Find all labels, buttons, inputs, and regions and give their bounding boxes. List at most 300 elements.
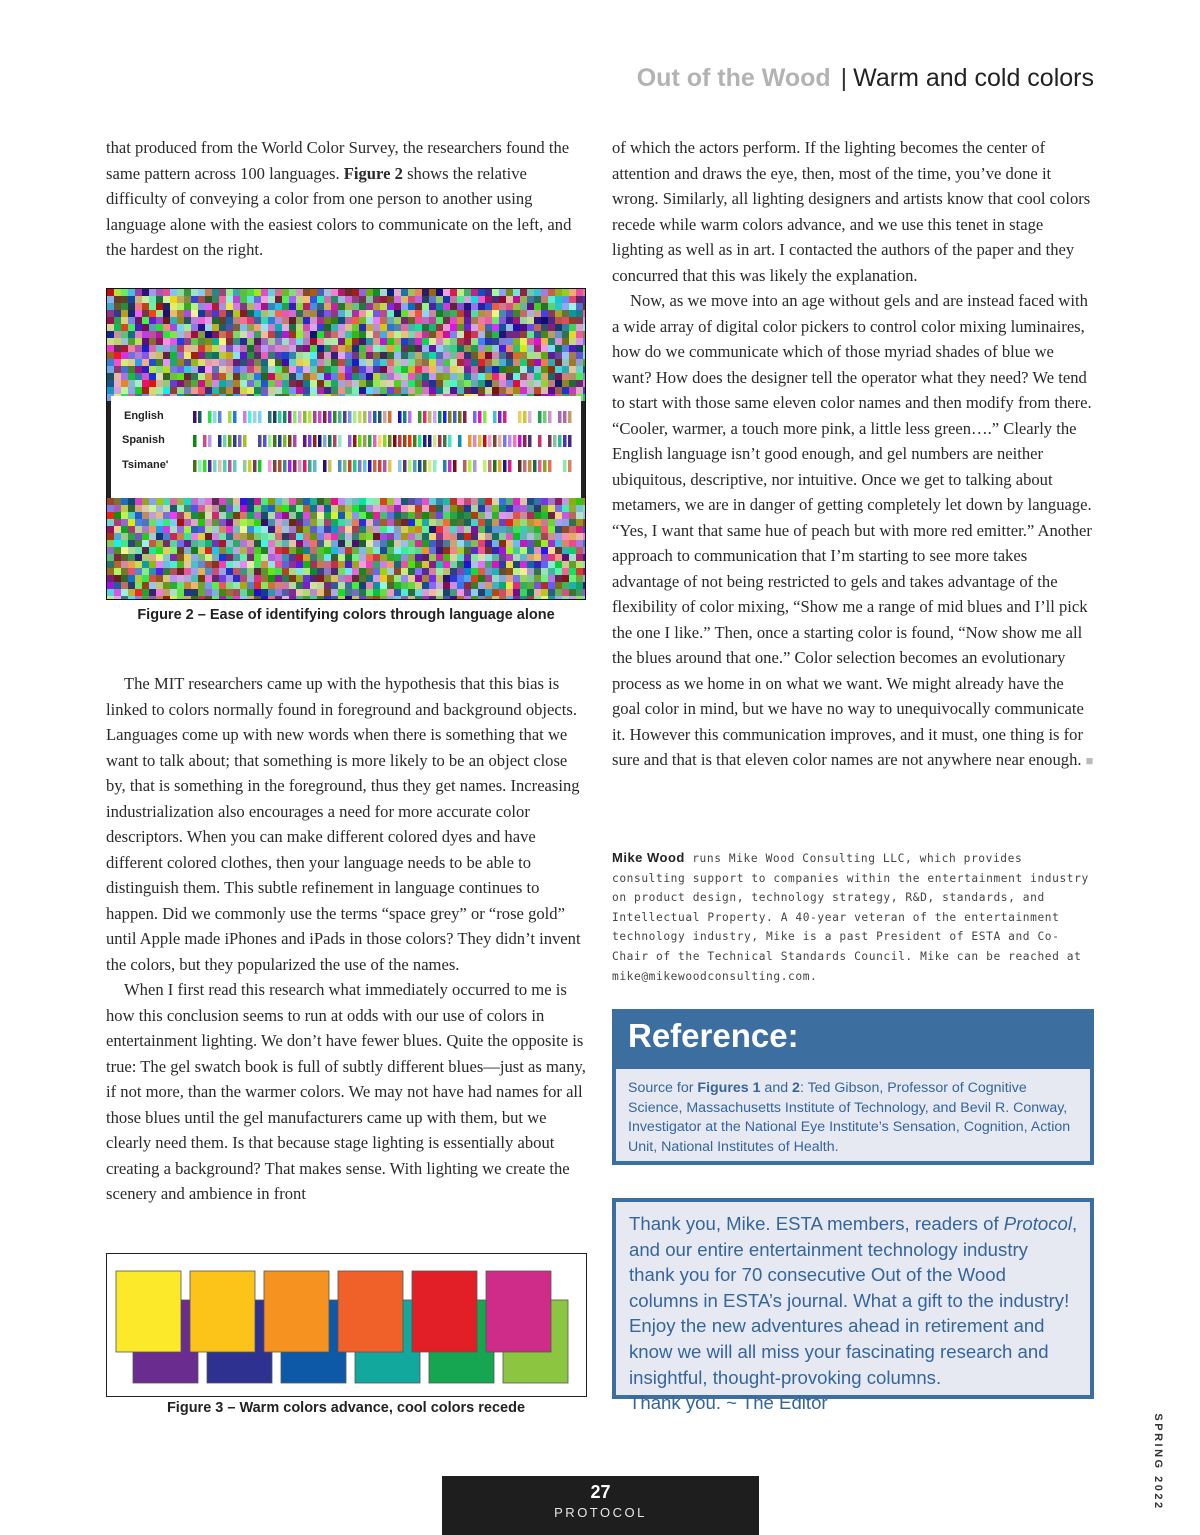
noise-pixel: [562, 387, 569, 394]
noise-pixel: [331, 366, 338, 373]
noise-pixel: [324, 296, 331, 303]
noise-pixel: [534, 310, 541, 317]
noise-pixel: [464, 519, 471, 526]
noise-pixel: [177, 296, 184, 303]
noise-pixel: [310, 505, 317, 512]
noise-pixel: [212, 289, 219, 296]
noise-pixel: [527, 561, 534, 568]
noise-pixel: [317, 505, 324, 512]
noise-pixel: [415, 498, 422, 505]
noise-pixel: [114, 317, 121, 324]
noise-pixel: [296, 568, 303, 575]
noise-pixel: [268, 380, 275, 387]
noise-pixel: [373, 338, 380, 345]
noise-pixel: [394, 498, 401, 505]
noise-pixel: [359, 568, 366, 575]
noise-pixel: [163, 331, 170, 338]
noise-pixel: [163, 366, 170, 373]
noise-pixel: [135, 512, 142, 519]
noise-pixel: [443, 338, 450, 345]
noise-pixel: [338, 519, 345, 526]
noise-pixel: [184, 554, 191, 561]
noise-pixel: [520, 554, 527, 561]
noise-pixel: [345, 554, 352, 561]
noise-pixel: [149, 575, 156, 582]
noise-pixel: [107, 540, 114, 547]
noise-pixel: [562, 359, 569, 366]
noise-pixel: [527, 498, 534, 505]
noise-pixel: [429, 352, 436, 359]
noise-pixel: [485, 324, 492, 331]
noise-pixel: [450, 540, 457, 547]
noise-pixel: [380, 582, 387, 589]
noise-pixel: [492, 519, 499, 526]
noise-pixel: [429, 296, 436, 303]
noise-pixel: [457, 547, 464, 554]
noise-pixel: [289, 547, 296, 554]
color-bar: [408, 411, 412, 423]
color-bar: [278, 435, 282, 447]
noise-pixel: [415, 324, 422, 331]
noise-pixel: [156, 289, 163, 296]
paragraph: of which the actors perform. If the lighting becomes the center of attention and draws the eye, then, most of the time, you’ve done it wrong. Similarly, all lighting designers and artists know that cool colors recede while warm colors advance, and we use this tenet in stage lighting as well as in art. I contacted the authors of the paper and they concurred that this was likely the explanation.: [612, 138, 1091, 285]
noise-pixel: [478, 561, 485, 568]
noise-pixel: [338, 596, 345, 599]
noise-pixel: [408, 296, 415, 303]
noise-pixel: [359, 324, 366, 331]
noise-pixel: [541, 345, 548, 352]
noise-pixel: [212, 582, 219, 589]
noise-pixel: [142, 352, 149, 359]
noise-pixel: [331, 373, 338, 380]
noise-pixel: [121, 596, 128, 599]
noise-pixel: [506, 561, 513, 568]
noise-pixel: [121, 561, 128, 568]
noise-pixel: [114, 526, 121, 533]
noise-pixel: [317, 303, 324, 310]
noise-pixel: [247, 526, 254, 533]
noise-pixel: [548, 568, 555, 575]
page-number: 27: [590, 1482, 611, 1502]
noise-pixel: [289, 345, 296, 352]
noise-pixel: [184, 359, 191, 366]
noise-pixel: [324, 505, 331, 512]
noise-pixel: [226, 526, 233, 533]
noise-pixel: [387, 582, 394, 589]
noise-pixel: [254, 512, 261, 519]
noise-pixel: [324, 512, 331, 519]
noise-pixel: [324, 547, 331, 554]
noise-pixel: [429, 380, 436, 387]
noise-pixel: [121, 296, 128, 303]
noise-pixel: [282, 345, 289, 352]
noise-pixel: [394, 561, 401, 568]
noise-pixel: [576, 582, 583, 589]
noise-pixel: [135, 519, 142, 526]
noise-pixel: [261, 519, 268, 526]
noise-pixel: [205, 345, 212, 352]
color-bar: [508, 435, 512, 447]
noise-pixel: [275, 310, 282, 317]
noise-pixel: [226, 296, 233, 303]
noise-pixel: [135, 345, 142, 352]
noise-pixel: [107, 387, 114, 394]
noise-pixel: [506, 359, 513, 366]
noise-pixel: [471, 505, 478, 512]
noise-pixel: [114, 519, 121, 526]
noise-pixel: [401, 359, 408, 366]
noise-pixel: [142, 296, 149, 303]
noise-pixel: [457, 505, 464, 512]
noise-pixel: [247, 324, 254, 331]
noise-pixel: [506, 547, 513, 554]
noise-pixel: [359, 589, 366, 596]
noise-pixel: [562, 380, 569, 387]
noise-pixel: [163, 554, 170, 561]
noise-pixel: [492, 575, 499, 582]
color-bar: [438, 411, 442, 423]
noise-pixel: [205, 498, 212, 505]
color-bar: [198, 460, 202, 472]
noise-pixel: [513, 540, 520, 547]
noise-pixel: [380, 589, 387, 596]
noise-pixel: [212, 540, 219, 547]
noise-pixel: [142, 289, 149, 296]
noise-pixel: [450, 310, 457, 317]
noise-pixel: [163, 387, 170, 394]
noise-pixel: [289, 331, 296, 338]
noise-pixel: [156, 533, 163, 540]
noise-pixel: [233, 345, 240, 352]
noise-pixel: [212, 554, 219, 561]
color-bar: [293, 435, 297, 447]
noise-pixel: [443, 596, 450, 599]
noise-pixel: [170, 547, 177, 554]
noise-pixel: [149, 561, 156, 568]
noise-pixel: [121, 345, 128, 352]
noise-pixel: [352, 387, 359, 394]
noise-pixel: [471, 526, 478, 533]
noise-pixel: [492, 589, 499, 596]
noise-pixel: [520, 373, 527, 380]
noise-pixel: [520, 519, 527, 526]
noise-pixel: [289, 561, 296, 568]
noise-pixel: [415, 303, 422, 310]
noise-pixel: [135, 505, 142, 512]
noise-pixel: [464, 554, 471, 561]
noise-pixel: [583, 359, 585, 366]
noise-pixel: [520, 366, 527, 373]
noise-pixel: [562, 589, 569, 596]
noise-pixel: [268, 296, 275, 303]
noise-pixel: [387, 554, 394, 561]
noise-pixel: [394, 533, 401, 540]
noise-pixel: [331, 324, 338, 331]
noise-pixel: [275, 331, 282, 338]
noise-pixel: [359, 575, 366, 582]
noise-pixel: [569, 338, 576, 345]
noise-pixel: [366, 596, 373, 599]
noise-pixel: [261, 310, 268, 317]
noise-pixel: [254, 366, 261, 373]
noise-pixel: [135, 596, 142, 599]
noise-pixel: [478, 289, 485, 296]
noise-pixel: [219, 554, 226, 561]
noise-pixel: [485, 359, 492, 366]
noise-pixel: [114, 589, 121, 596]
noise-pixel: [380, 338, 387, 345]
noise-pixel: [170, 568, 177, 575]
noise-pixel: [205, 387, 212, 394]
noise-pixel: [114, 547, 121, 554]
noise-pixel: [359, 547, 366, 554]
color-bar: [528, 411, 532, 423]
noise-pixel: [583, 540, 585, 547]
noise-pixel: [394, 575, 401, 582]
noise-pixel: [324, 540, 331, 547]
noise-pixel: [338, 296, 345, 303]
noise-pixel: [366, 575, 373, 582]
noise-pixel: [142, 359, 149, 366]
noise-pixel: [128, 352, 135, 359]
noise-pixel: [450, 505, 457, 512]
noise-pixel: [114, 373, 121, 380]
noise-pixel: [184, 345, 191, 352]
noise-pixel: [212, 303, 219, 310]
noise-pixel: [247, 303, 254, 310]
noise-pixel: [317, 533, 324, 540]
noise-pixel: [373, 547, 380, 554]
noise-pixel: [107, 575, 114, 582]
noise-pixel: [415, 380, 422, 387]
noise-pixel: [373, 317, 380, 324]
color-bar: [523, 460, 527, 472]
noise-pixel: [499, 589, 506, 596]
noise-pixel: [373, 526, 380, 533]
noise-pixel: [422, 505, 429, 512]
noise-pixel: [247, 589, 254, 596]
noise-pixel: [534, 380, 541, 387]
noise-pixel: [114, 296, 121, 303]
noise-pixel: [513, 345, 520, 352]
noise-pixel: [198, 303, 205, 310]
noise-pixel: [464, 324, 471, 331]
noise-pixel: [289, 582, 296, 589]
noise-pixel: [142, 345, 149, 352]
noise-pixel: [170, 589, 177, 596]
noise-pixel: [289, 303, 296, 310]
figure-ref: 2: [792, 1080, 800, 1096]
color-bar: [288, 411, 292, 423]
noise-pixel: [114, 387, 121, 394]
noise-pixel: [415, 331, 422, 338]
noise-pixel: [485, 498, 492, 505]
noise-pixel: [380, 575, 387, 582]
noise-pixel: [464, 289, 471, 296]
noise-pixel: [513, 561, 520, 568]
noise-pixel: [415, 547, 422, 554]
noise-pixel: [338, 359, 345, 366]
noise-pixel: [261, 575, 268, 582]
noise-pixel: [149, 533, 156, 540]
noise-pixel: [128, 505, 135, 512]
noise-pixel: [247, 366, 254, 373]
color-bar: [308, 460, 312, 472]
noise-pixel: [296, 380, 303, 387]
noise-pixel: [282, 317, 289, 324]
noise-pixel: [275, 596, 282, 599]
noise-pixel: [541, 310, 548, 317]
noise-pixel: [254, 380, 261, 387]
noise-pixel: [569, 296, 576, 303]
noise-pixel: [163, 303, 170, 310]
noise-pixel: [121, 505, 128, 512]
noise-pixel: [310, 561, 317, 568]
noise-pixel: [198, 317, 205, 324]
noise-pixel: [303, 596, 310, 599]
noise-pixel: [534, 596, 541, 599]
noise-pixel: [128, 387, 135, 394]
noise-pixel: [247, 568, 254, 575]
noise-pixel: [191, 289, 198, 296]
noise-pixel: [513, 519, 520, 526]
noise-pixel: [177, 366, 184, 373]
noise-pixel: [163, 575, 170, 582]
noise-pixel: [114, 505, 121, 512]
noise-pixel: [191, 596, 198, 599]
noise-pixel: [254, 505, 261, 512]
noise-pixel: [352, 359, 359, 366]
noise-pixel: [142, 331, 149, 338]
noise-pixel: [485, 352, 492, 359]
noise-pixel: [492, 331, 499, 338]
noise-pixel: [268, 582, 275, 589]
noise-pixel: [387, 589, 394, 596]
noise-pixel: [443, 519, 450, 526]
noise-pixel: [240, 352, 247, 359]
noise-pixel: [121, 289, 128, 296]
language-label-tsimane: Tsimane': [122, 459, 169, 471]
noise-pixel: [373, 352, 380, 359]
noise-pixel: [275, 547, 282, 554]
noise-pixel: [394, 338, 401, 345]
noise-pixel: [583, 373, 585, 380]
noise-pixel: [191, 533, 198, 540]
noise-pixel: [422, 561, 429, 568]
noise-pixel: [471, 561, 478, 568]
noise-pixel: [569, 345, 576, 352]
noise-pixel: [457, 512, 464, 519]
color-bar: [483, 411, 487, 423]
noise-pixel: [443, 380, 450, 387]
noise-pixel: [415, 338, 422, 345]
noise-pixel: [436, 373, 443, 380]
noise-pixel: [576, 387, 583, 394]
noise-pixel: [289, 498, 296, 505]
noise-pixel: [226, 352, 233, 359]
noise-pixel: [555, 310, 562, 317]
noise-pixel: [114, 512, 121, 519]
noise-pixel: [226, 303, 233, 310]
noise-pixel: [128, 345, 135, 352]
running-header: [637, 64, 1094, 93]
noise-pixel: [583, 526, 585, 533]
noise-pixel: [240, 366, 247, 373]
noise-pixel: [373, 575, 380, 582]
noise-pixel: [261, 596, 268, 599]
noise-pixel: [436, 561, 443, 568]
noise-pixel: [261, 359, 268, 366]
noise-pixel: [191, 540, 198, 547]
noise-pixel: [534, 303, 541, 310]
noise-pixel: [282, 373, 289, 380]
noise-pixel: [317, 589, 324, 596]
noise-pixel: [114, 554, 121, 561]
noise-pixel: [303, 526, 310, 533]
noise-pixel: [499, 366, 506, 373]
noise-pixel: [422, 359, 429, 366]
noise-pixel: [310, 568, 317, 575]
noise-pixel: [471, 512, 478, 519]
noise-pixel: [338, 547, 345, 554]
noise-pixel: [359, 533, 366, 540]
noise-pixel: [394, 547, 401, 554]
noise-pixel: [394, 582, 401, 589]
noise-pixel: [247, 533, 254, 540]
noise-pixel: [121, 554, 128, 561]
noise-pixel: [352, 317, 359, 324]
noise-pixel: [366, 310, 373, 317]
noise-pixel: [289, 380, 296, 387]
color-bar: [258, 435, 262, 447]
color-bar: [563, 411, 567, 423]
noise-pixel: [408, 345, 415, 352]
noise-pixel: [499, 380, 506, 387]
noise-pixel: [401, 331, 408, 338]
noise-pixel: [163, 526, 170, 533]
noise-pixel: [128, 373, 135, 380]
noise-pixel: [135, 331, 142, 338]
noise-pixel: [205, 317, 212, 324]
noise-pixel: [443, 561, 450, 568]
noise-pixel: [121, 526, 128, 533]
noise-pixel: [254, 561, 261, 568]
noise-pixel: [261, 317, 268, 324]
noise-pixel: [296, 359, 303, 366]
noise-pixel: [513, 387, 520, 394]
noise-pixel: [415, 366, 422, 373]
noise-pixel: [359, 505, 366, 512]
noise-pixel: [338, 380, 345, 387]
noise-pixel: [520, 540, 527, 547]
noise-pixel: [506, 331, 513, 338]
noise-pixel: [226, 324, 233, 331]
color-bar: [288, 435, 292, 447]
noise-pixel: [233, 561, 240, 568]
noise-pixel: [296, 352, 303, 359]
noise-pixel: [499, 540, 506, 547]
noise-pixel: [296, 519, 303, 526]
noise-pixel: [541, 303, 548, 310]
noise-pixel: [114, 324, 121, 331]
noise-pixel: [415, 526, 422, 533]
noise-pixel: [198, 324, 205, 331]
noise-pixel: [429, 589, 436, 596]
noise-pixel: [338, 526, 345, 533]
noise-pixel: [471, 366, 478, 373]
noise-pixel: [331, 540, 338, 547]
noise-pixel: [401, 575, 408, 582]
